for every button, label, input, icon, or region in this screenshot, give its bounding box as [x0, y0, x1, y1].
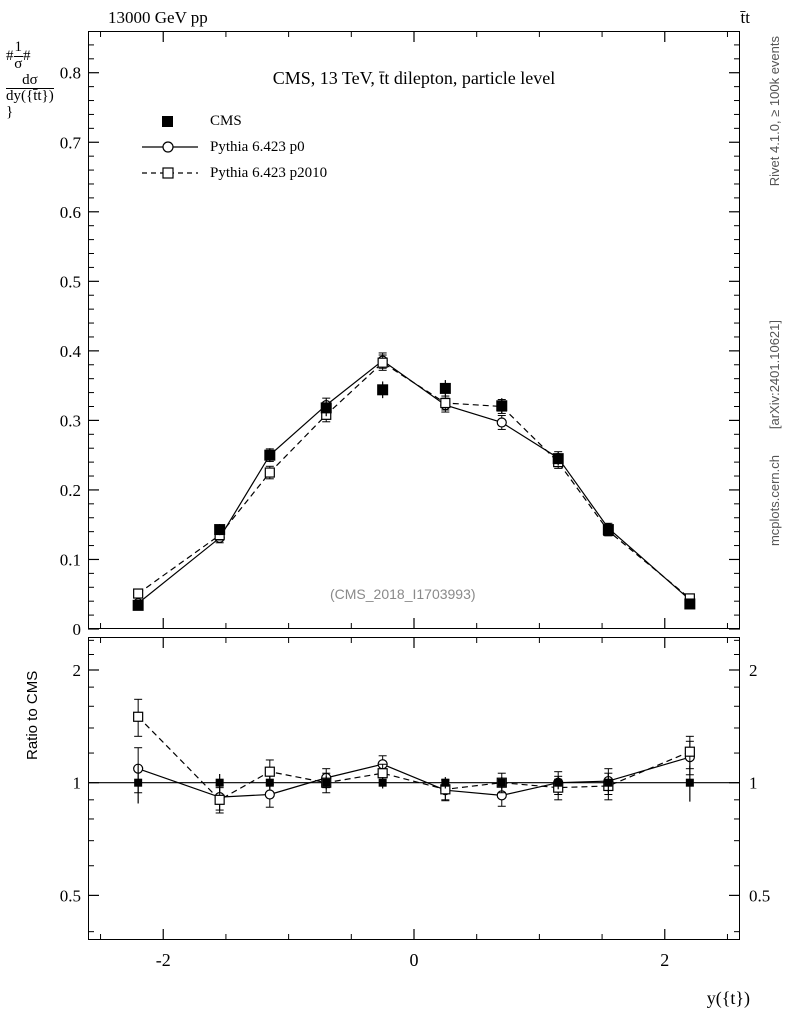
ratio-cms-marker — [441, 779, 449, 787]
y-tick-label: 0.5 — [59, 272, 81, 292]
x-tick-label: 2 — [660, 950, 670, 970]
legend-label-p2010: Pythia 6.423 p2010 — [210, 164, 328, 181]
ratio-cms-marker — [379, 779, 387, 787]
x-tick-label: 0 — [409, 950, 419, 970]
rivet-version-label: Rivet 4.1.0, ≥ 100k events — [767, 36, 782, 187]
ratio-y-tick-label: 0.5 — [59, 886, 81, 906]
ratio-cms-marker — [498, 779, 506, 787]
mcplots-label: mcplots.cern.ch — [767, 455, 782, 547]
p2010-marker — [441, 399, 450, 408]
y-tick-label: 0.7 — [59, 133, 81, 153]
p2010-marker — [134, 589, 143, 598]
cms-marker — [496, 400, 507, 411]
p2010-marker — [378, 358, 387, 367]
ratio-y-tick-label-right: 1 — [749, 773, 758, 793]
y-tick-label: 0 — [72, 620, 81, 639]
plot-title: CMS, 13 TeV, t̄t dilepton, particle level — [272, 68, 556, 88]
ratio-p2010-marker — [378, 769, 387, 778]
ratio-p2010-marker — [685, 747, 694, 756]
ratio-cms-marker — [322, 779, 330, 787]
x-tick-label: -2 — [155, 950, 171, 970]
y-tick-label: 0.1 — [59, 550, 81, 570]
ratio-p2010-marker — [265, 767, 274, 776]
ratio-y-tick-label: 2 — [72, 660, 81, 680]
ratio-cms-marker — [554, 779, 562, 787]
legend-label-cms: CMS — [210, 112, 242, 129]
y-tick-label: 0.4 — [59, 341, 81, 361]
y-tick-label: 0.8 — [59, 63, 81, 83]
ratio-y-tick-label-right: 0.5 — [749, 886, 771, 906]
dataset-watermark: (CMS_2018_I1703993) — [330, 586, 476, 602]
ratio-y-tick-label-right: 2 — [749, 660, 758, 680]
legend-label-p0: Pythia 6.423 p0 — [210, 138, 305, 155]
cms-marker — [440, 383, 451, 394]
header-right-label: t̄t — [740, 8, 750, 27]
p2010-marker — [265, 468, 274, 477]
cms-marker — [133, 600, 144, 611]
cms-marker — [603, 524, 614, 535]
cms-marker — [264, 450, 275, 461]
p2010-line — [138, 363, 690, 599]
y-axis-title: # $\frac{1}{\sigma}\#$ $\frac{d\sigma}{dy(\{t̄t\})}$} — [6, 39, 54, 120]
ratio-cms-marker — [686, 779, 694, 787]
y-tick-label: 0.2 — [59, 480, 81, 500]
y-tick-label: 0.3 — [59, 411, 81, 431]
cms-marker — [214, 524, 225, 535]
cms-marker — [684, 598, 695, 609]
ratio-cms-marker — [604, 779, 612, 787]
cms-marker — [321, 402, 332, 413]
ratio-cms-marker — [266, 779, 274, 787]
arxiv-label: [arXiv:2401.10621] — [767, 320, 782, 430]
x-axis-title: y({t}) — [706, 988, 750, 1008]
ratio-y-tick-label: 1 — [72, 773, 81, 793]
ratio-p2010-marker — [215, 795, 224, 804]
p0-marker — [497, 418, 506, 427]
ratio-cms-marker — [134, 779, 142, 787]
header-left-label: 13000 GeV pp — [108, 8, 208, 27]
ratio-y-axis-title: Ratio to CMS — [24, 670, 41, 760]
y-tick-label: 0.6 — [59, 202, 81, 222]
ratio-cms-marker — [216, 779, 224, 787]
p0-line — [138, 361, 690, 604]
ratio-p2010-marker — [134, 712, 143, 721]
ratio-p0-marker — [265, 790, 274, 799]
cms-marker — [377, 384, 388, 395]
cms-marker — [553, 453, 564, 464]
